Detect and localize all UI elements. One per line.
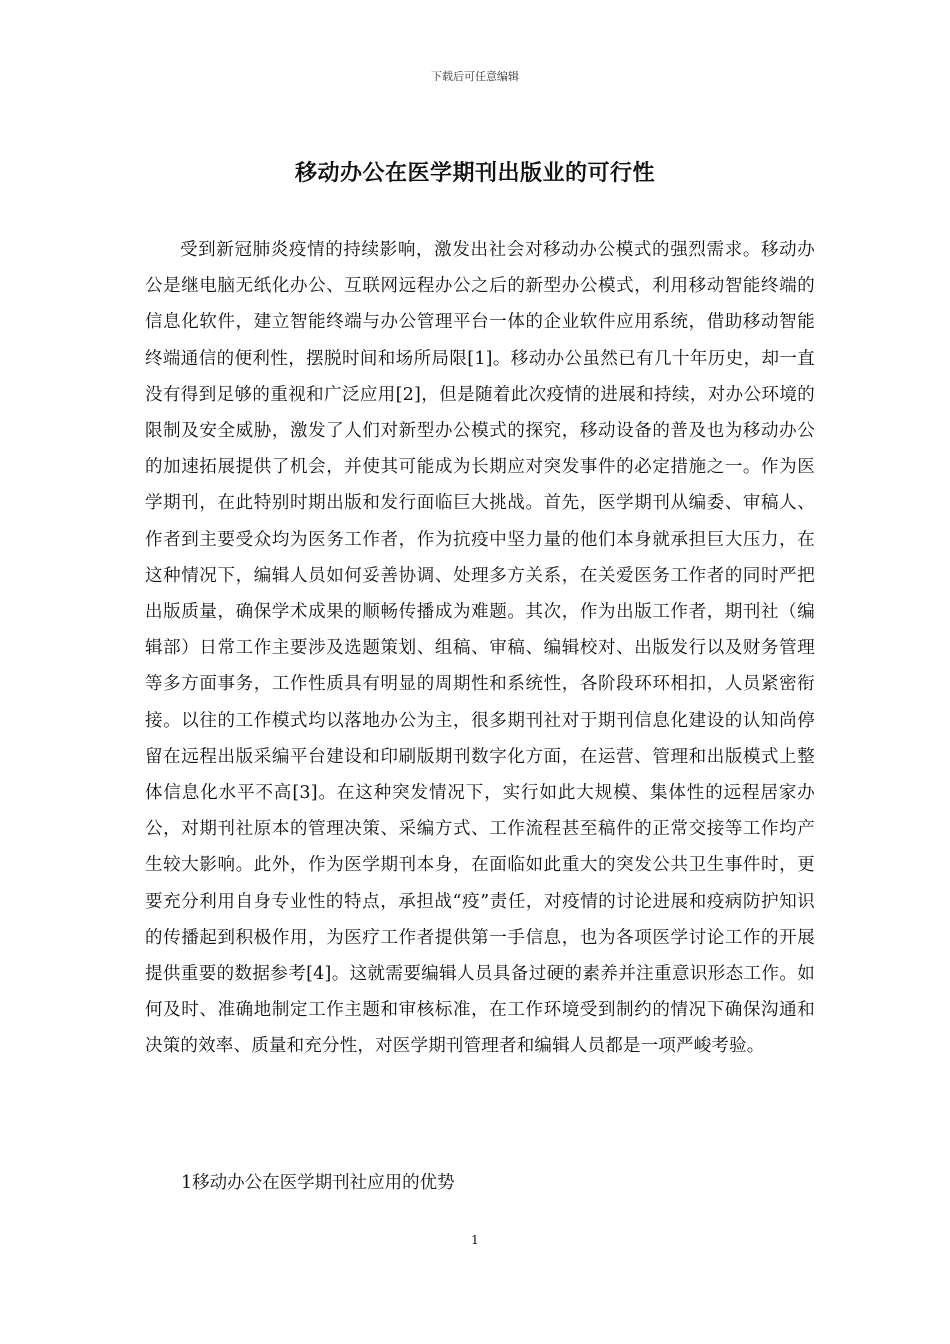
- page-number: 1: [471, 1233, 479, 1247]
- section-heading: 1移动办公在医学期刊社应用的优势: [181, 1173, 455, 1193]
- body-paragraph: 受到新冠肺炎疫情的持续影响，激发出社会对移动办公模式的强烈需求。移动办公是继电脑无纸化办公、互联网远程办公之后的新型办公模式，利用移动智能终端的信息化软件，建立智能终端与办公管理平台一体的企业软件应用系统，借助移动智能终端通信的便利性，摆脱时间和场所局限[1]。移动办公虽然已有几十年历史，却一直没有得到足够的重视和广泛应用[2]，但是随着此次疫情的进展和持续，对办公环境的限制及安全威胁，激发了人们对新型办公模式的探究，移动设备的普及也为移动办公的加速拓展提供了机会，并使其可能成为长期应对突发事件的必定措施之一。作为医学期刊，在此特别时期出版和发行面临巨大挑战。首先，医学期刊从编委、审稿人、作者到主要受众均为医务工作者，作为抗疫中坚力量的他们本身就承担巨大压力，在这种情况下，编辑人员如何妥善协调、处理多方关系，在关爱医务工作者的同时严把出版质量，确保学术成果的顺畅传播成为难题。其次，作为出版工作者，期刊社（编辑部）日常工作主要涉及选题策划、组稿、审稿、编辑校对、出版发行以及财务管理等多方面事务，工作性质具有明显的周期性和系统性，各阶段环环相扣，人员紧密衔接。以往的工作模式均以落地办公为主，很多期刊社对于期刊信息化建设的认知尚停留在远程出版采编平台建设和印刷版期刊数字化方面，在运营、管理和出版模式上整体信息化水平不高[3]。在这种突发情况下，实行如此大规模、集体性的远程居家办公，对期刊社原本的管理决策、采编方式、工作流程甚至稿件的正常交接等工作均产生较大影响。此外，作为医学期刊本身，在面临如此重大的突发公共卫生事件时，更要充分利用自身专业性的特点，承担战“疫”责任，对疫情的讨论进展和疫病防护知识的传播起到积极作用，为医疗工作者提供第一手信息，也为各项医学讨论工作的开展提供重要的数据参考[4]。这就需要编辑人员具备过硬的素养并注重意识形态工作。如何及时、准确地制定工作主题和审核标准，在工作环境受到制约的情况下确保沟通和决策的效率、质量和充分性，对医学期刊管理者和编辑人员都是一项严峻考验。: [145, 240, 815, 1057]
- header-note: 下载后可任意编辑: [431, 70, 519, 83]
- document-title: 移动办公在医学期刊出版业的可行性: [294, 160, 655, 186]
